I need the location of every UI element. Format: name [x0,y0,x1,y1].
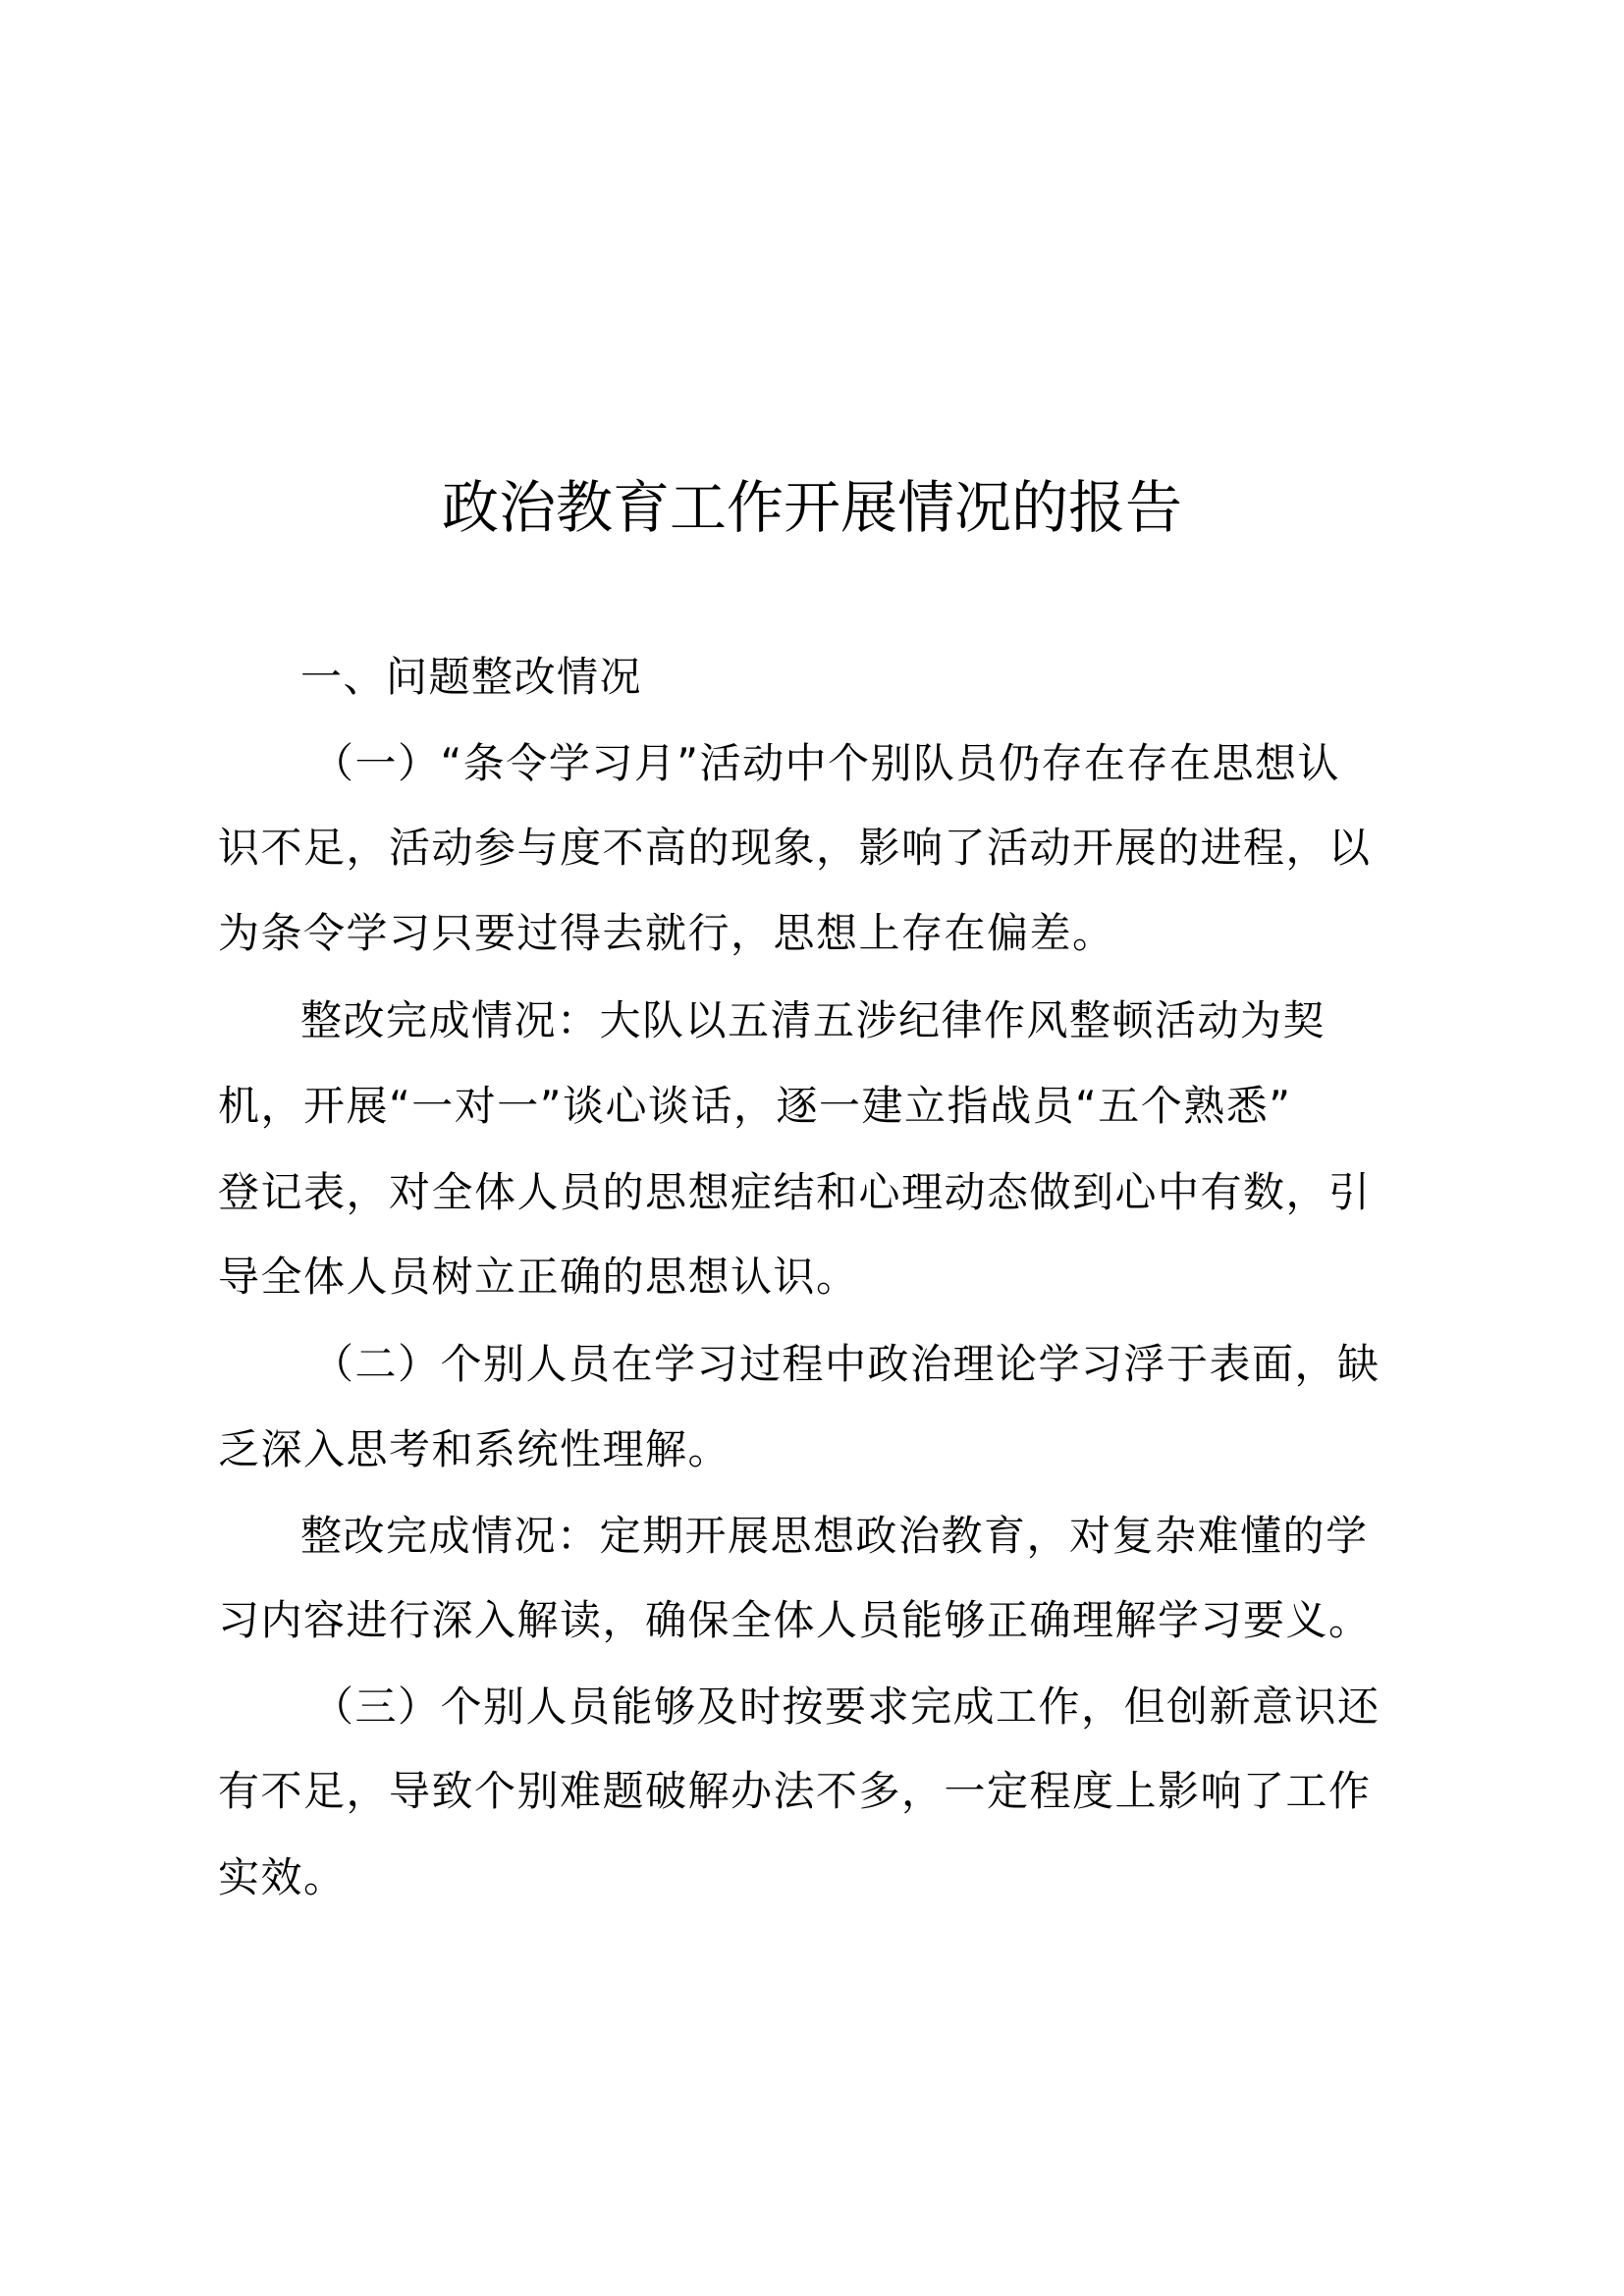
paragraph-line: 机，开展“一对一”谈心谈话，逐一建立指战员“五个熟悉” [218,1082,1292,1130]
paragraph-line: （二）个别人员在学习过程中政治理论学习浮于表面，缺 [312,1340,1380,1388]
paragraph-line: 识不足，活动参与度不高的现象，影响了活动开展的进程，以 [218,824,1372,872]
paragraph-line: 整改完成情况：大队以五清五涉纪律作风整顿活动为契 [300,996,1326,1044]
paragraph-line: 乏深入思考和系统性理解。 [218,1425,731,1473]
paragraph-line: 导全体人员树立正确的思想认识。 [218,1253,859,1301]
paragraph-line: （三）个别人员能够及时按要求完成工作，但创新意识还 [312,1682,1380,1731]
paragraph-line: 整改完成情况：定期开展思想政治教育，对复杂难懂的学 [300,1512,1369,1560]
paragraph-line: 实效。 [218,1853,347,1901]
paragraph-line: 为条令学习只要过得去就行，思想上存在偏差。 [218,909,1115,957]
document-title: 政治教育工作开展情况的报告 [441,474,1182,541]
paragraph-line: （一）“条令学习月”活动中个别队员仍存在存在思想认 [312,739,1341,787]
paragraph-line: 有不足，导致个别难题破解办法不多，一定程度上影响了工作 [218,1767,1372,1815]
paragraph-line: 登记表，对全体人员的思想症结和心理动态做到心中有数，引 [218,1168,1372,1216]
section-heading: 一、问题整改情况 [300,653,643,701]
paragraph-line: 习内容进行深入解读，确保全体人员能够正确理解学习要义。 [218,1596,1372,1644]
